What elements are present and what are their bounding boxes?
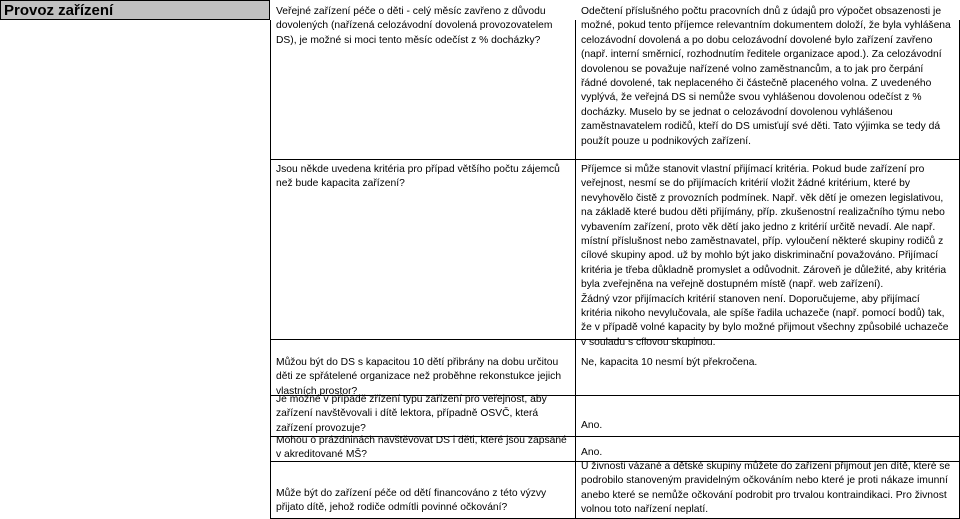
question-text: Jsou někde uvedena kritéria pro případ většího počtu zájemců než bude kapacita zařízení?: [276, 164, 560, 190]
question-text: Je možné v případě zřízení typu zařízení pro veřejnost, aby zařízení navštěvovali i dítě lektora, případně OSVČ, která zařízení provozuje?: [276, 394, 547, 434]
question-text: Může být do zařízení péče od dětí financováno z této výzvy přijato dítě, jehož rodiče odmítli povinné očkování?: [276, 488, 547, 514]
answer-text: U živnosti vázané a dětské skupiny můžete do zařízení přijmout jen dítě, které se podrobilo stanoveným pravidelným očkováním nebo které je proti nákaze imunní anebo které se nemůže očkování podrobit pro trvalou kontraindikaci. Pro živnost volnou toto nařízení neplatí.: [581, 461, 951, 516]
answer-text: Ne, kapacita 10 nesmí být překročena.: [581, 357, 758, 368]
answer-text: Ano.: [581, 420, 603, 431]
answer-text: Odečtení příslušného počtu pracovních dnů z údajů pro výpočet obsazenosti je možné, pokud tento příjemce relevantním dokumentem doloží, že byla vyhlášena celozávodní dovolená a po dobu celozávodní dovolené bylo zařízení zavřeno (např. interní směrnicí, rozhodnutím ředitele organizace apod.). Za celozávodní dovolenou se považuje nařízené volno zaměstnancům, a to jak pro čerpání řádné dovolené, tak neplaceného či částečně placeného volna. Z uvedeného vyplývá, že veřejná DS si nemůže svou vyhlášenou dovolenou odečíst z % docházky. Muselo by se jednat o celozávodní dovolenou vyhlášenou zaměstnavatelem rodičů, kteří do DS umisťují své děti. Tato výjimka se tedy dá použít pouze u podnikových zařízení.: [581, 6, 951, 147]
question-text: Mohou o prázdninách navštěvovat DS i děti, které jsou zapsané v akreditované MŠ?: [276, 435, 567, 461]
answer-text: Ano.: [581, 447, 603, 458]
answer-text: Příjemce si může stanovit vlastní přijímací kritéria. Pokud bude zařízení pro veřejnost, nesmí se do přijímacích kritérií vložit žádné kritérium, které by nevyhovělo čistě z provozních podmínek. Např. věk dětí je omezen legislativou, na základě které budou děti přijímány, příp. zkušenostní realizačního týmu nebo vybavením zařízení, proto věk dětí jako jedno z kritérií určitě nevadí. Ale např. místní příslušnost nebo zaměstnavatel, příp. vyloučení některé skupiny rodičů z cílové skupiny apod. už by mohlo být jako diskriminační považováno. Přijímací kritéria je třeba důkladně promyslet a odůvodnit. Zároveň je důležité, aby kritéria byla zveřejněna na veřejně dostupném místě (např. web zařízení). Žádný vzor přijímacích kritérií stanoven není. Doporučujeme, aby přijímací kritéria nikoho nevylučovala, ale spíše řadila uchazeče (např. pomocí bodů) tak, že v případě volné kapacity by bylo možné přijmout všechny způsobilé uchazeče v souladu s cílovou skupinou.: [581, 164, 949, 348]
question-text: Můžou být do DS s kapacitou 10 dětí přibrány na dobu určitou děti ze spřátelené organizace než proběhne rekonstukce jejich vlastních prostor?: [276, 357, 562, 397]
section-title: Provoz zařízení: [0, 0, 270, 20]
question-text: Veřejné zařízení péče o děti - celý měsíc zavřeno z důvodu dovolených (nařízená celozávodní dovolená provozovatelem DS), je možné si moci tento měsíc odečíst z % docházky?: [276, 6, 553, 46]
